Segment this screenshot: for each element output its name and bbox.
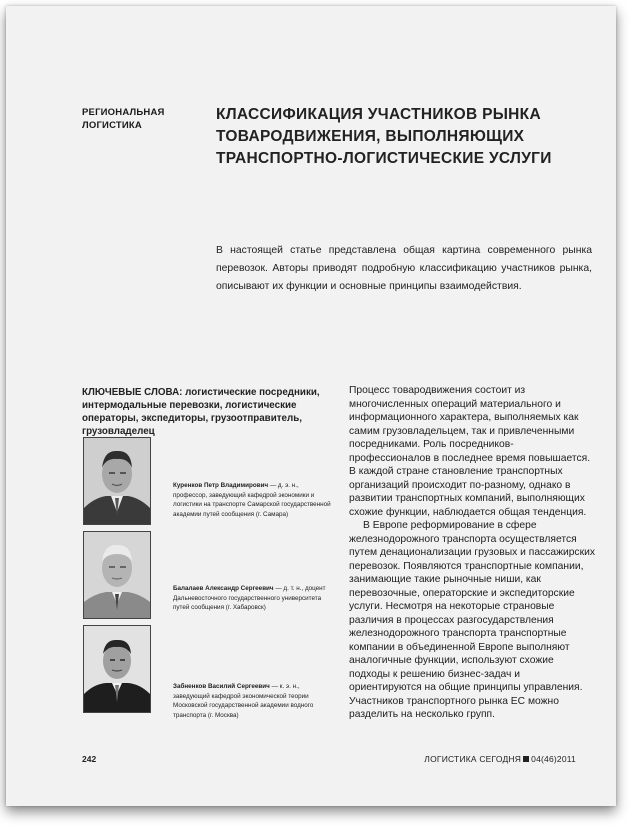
author-bio-3 [173, 682, 331, 720]
author-info: — д. э. н., профессор, заведующий кафедрой экономики и логистики на транспорте Самарской государственной академии путей сообщения (г. Самара) [173, 482, 331, 518]
author-bio-1 [173, 481, 331, 519]
author-info: — д. т. н., доцент Дальневосточного государственного университета путей сообщения (г. Хабаровск) [173, 585, 326, 612]
journal-name: ЛОГИСТИКА СЕГОДНЯ [424, 754, 522, 764]
article-title: КЛАССИФИКАЦИЯ УЧАСТНИКОВ РЫНКА ТОВАРОДВИЖЕНИЯ, ВЫПОЛНЯЮЩИХ ТРАНСПОРТНО-ЛОГИСТИЧЕСКИЕ УСЛУГИ [216, 106, 552, 167]
keywords: КЛЮЧЕВЫЕ СЛОВА: логистические посредники, интермодальные перевозки, логистические операторы, экспедиторы, грузоотправитель, грузовладелец [82, 387, 320, 437]
portrait-icon [84, 626, 150, 712]
page-number: 242 [82, 754, 97, 764]
author-photo-3 [83, 625, 151, 713]
article-abstract: В настоящей статье представлена общая картина современного рынка перевозок. Авторы приводят подробную классификацию участников рынка, описывают их функции и основные принципы взаимодействия. [216, 245, 592, 292]
author-bio-2 [173, 584, 331, 613]
body-paragraph-2: В Европе реформирование в сфере железнодорожного транспорта осуществляется путем денационализации грузовых и пассажирских перевозок. Появляются транспортные компании, занимающие такие рыночные ниши, как перевозочные, операторские и экспедиторские услуги. Несмотря на некоторые страновые различия в процессах разгосударствления железнодорожного транспорта транспортные компании в объединенной Европе выполняют аналогичные функции, используют схожие подходы к решению бизнес-задач и ориентируются на общие принципы управления. Участников транспортного рынка ЕС можно разделить на несколько групп. [349, 520, 595, 720]
section-rubric: РЕГИОНАЛЬНАЯ ЛОГИСТИКА [82, 107, 165, 131]
author-info: — к. э. н., заведующий кафедрой экономической теории Московской государственной академии водного транспорта (г. Москва) [173, 683, 314, 719]
square-icon [523, 756, 529, 762]
portrait-icon [84, 438, 150, 524]
article-body [349, 384, 595, 722]
author-name: Забненков Василий Сергеевич [173, 683, 270, 690]
portrait-icon [84, 532, 150, 618]
journal-footer [424, 754, 576, 764]
author-photo-1 [83, 437, 151, 525]
body-paragraph-1: Процесс товародвижения состоит из многочисленных операций материального и информационного характера, выполняемых как самим грузовладельцем, так и привлеченными посредниками. Роль посредников-профессионалов в последнее время повышается. В каждой стране становление транспортных организаций происходит по-разному, однако в развитии транспортных компаний, выполняющих схожие функции, наблюдается общая тенденция. [349, 385, 591, 518]
author-name: Балалаев Александр Сергеевич [173, 585, 274, 592]
author-name: Куренков Петр Владимирович [173, 482, 269, 489]
issue-number: 04(46)2011 [531, 754, 576, 764]
author-photo-2 [83, 531, 151, 619]
journal-page [6, 6, 616, 806]
